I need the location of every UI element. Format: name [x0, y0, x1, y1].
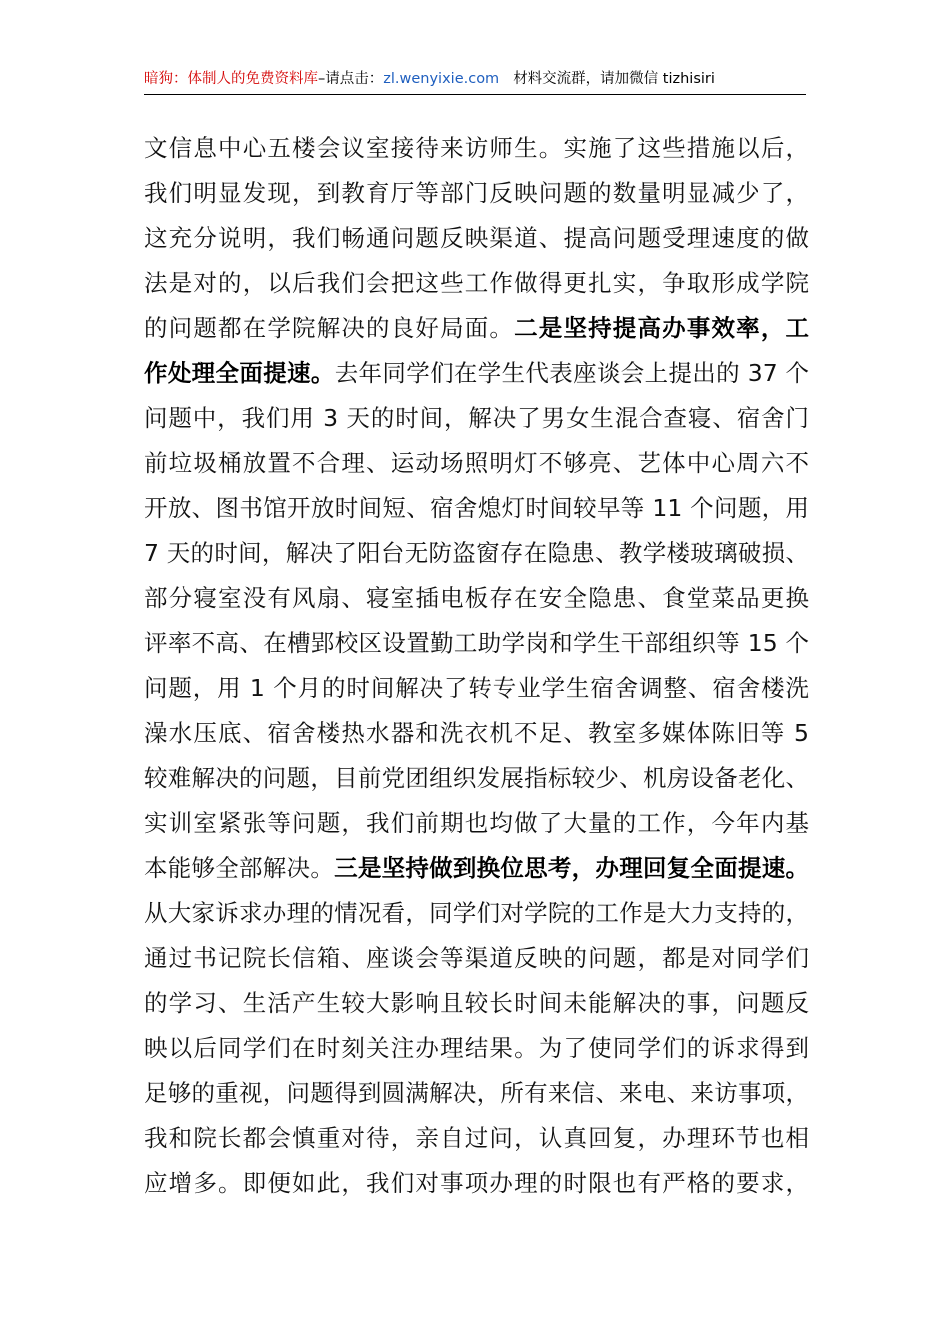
text-run: 去年同学们在学生代表座谈会上提出的 37 个 [334, 359, 810, 387]
text-line [144, 666, 809, 711]
text-run: 实训室紧张等问题，我们前期也均做了大量的工作，今年内基 [144, 809, 809, 837]
text-line [144, 801, 809, 846]
text-run: 从大家诉求办理的情况看，同学们对学院的工作是大力支持的， [144, 899, 809, 927]
header-click-prefix: –请点击： [318, 71, 384, 87]
text-line [144, 441, 809, 486]
text-run: 的问题都在学院解决的良好局面。 [144, 314, 515, 342]
text-run: 足够的重视，问题得到圆满解决，所有来信、来电、来访事项， [144, 1079, 809, 1107]
text-run: 通过书记院长信箱、座谈会等渠道反映的问题，都是对同学们 [144, 944, 809, 972]
text-run: 法是对的，以后我们会把这些工作做得更扎实，争取形成学院 [144, 269, 809, 297]
text-run: 部分寝室没有风扇、寝室插电板存在安全隐患、食堂菜品更换 [144, 584, 809, 612]
text-line [144, 126, 809, 171]
text-line [144, 1161, 809, 1206]
text-run: 较难解决的问题，目前党团组织发展指标较少、机房设备老化、 [144, 764, 809, 792]
text-line [144, 351, 809, 396]
text-run: 我们明显发现，到教育厅等部门反映问题的数量明显减少了， [144, 179, 809, 207]
text-line [144, 981, 809, 1026]
text-run: 我和院长都会慎重对待，亲自过问，认真回复，办理环节也相 [144, 1124, 809, 1152]
text-run: 问题，用 1 个月的时间解决了转专业学生宿舍调整、宿舍楼洗 [144, 674, 809, 702]
text-run: 评率不高、在槽郢校区设置勤工助学岗和学生干部组织等 15 个 [144, 629, 809, 657]
bold-text-run: 三是坚持做到换位思考，办理回复全面提速。 [334, 854, 810, 882]
header-url-link[interactable]: zl.wenyixie.com [383, 71, 500, 87]
text-line [144, 396, 809, 441]
bold-text-run: 作处理全面提速。 [144, 359, 335, 387]
text-line [144, 171, 809, 216]
text-line [144, 1116, 809, 1161]
text-run: 7 天的时间，解决了阳台无防盗窗存在隐患、教学楼玻璃破损、 [144, 539, 809, 567]
bold-text-run: 二是坚持提高办事效率，工 [514, 314, 810, 342]
text-line [144, 216, 809, 261]
text-run: 澡水压底、宿舍楼热水器和洗衣机不足、教室多媒体陈旧等 5 [144, 719, 809, 747]
header-brand: 暗狗：体制人的免费资料库 [144, 71, 318, 87]
page-header [144, 68, 806, 95]
text-line [144, 306, 809, 351]
text-line [144, 486, 809, 531]
text-run: 问题中，我们用 3 天的时间，解决了男女生混合查寝、宿舍门 [144, 404, 809, 432]
text-run: 应增多。即便如此，我们对事项办理的时限也有严格的要求， [144, 1169, 809, 1197]
text-run: 的学习、生活产生较大影响且较长时间未能解决的事，问题反 [144, 989, 809, 1017]
text-line [144, 531, 809, 576]
text-line [144, 936, 809, 981]
text-line [144, 1026, 809, 1071]
text-line [144, 756, 809, 801]
text-line [144, 891, 809, 936]
text-run: 本能够全部解决。 [144, 854, 335, 882]
text-run: 文信息中心五楼会议室接待来访师生。实施了这些措施以后， [144, 134, 809, 162]
text-line [144, 1071, 809, 1116]
header-note: 材料交流群，请加微信 tizhisiri [513, 71, 715, 87]
text-run: 前垃圾桶放置不合理、运动场照明灯不够亮、艺体中心周六不 [144, 449, 809, 477]
text-run: 映以后同学们在时刻关注办理结果。为了使同学们的诉求得到 [144, 1034, 809, 1062]
text-line [144, 576, 809, 621]
text-line [144, 846, 809, 891]
document-body [144, 126, 809, 1206]
text-line [144, 711, 809, 756]
text-run: 开放、图书馆开放时间短、宿舍熄灯时间较早等 11 个问题，用 [144, 494, 809, 522]
text-line [144, 621, 809, 666]
text-line [144, 261, 809, 306]
text-run: 这充分说明，我们畅通问题反映渠道、提高问题受理速度的做 [144, 224, 809, 252]
